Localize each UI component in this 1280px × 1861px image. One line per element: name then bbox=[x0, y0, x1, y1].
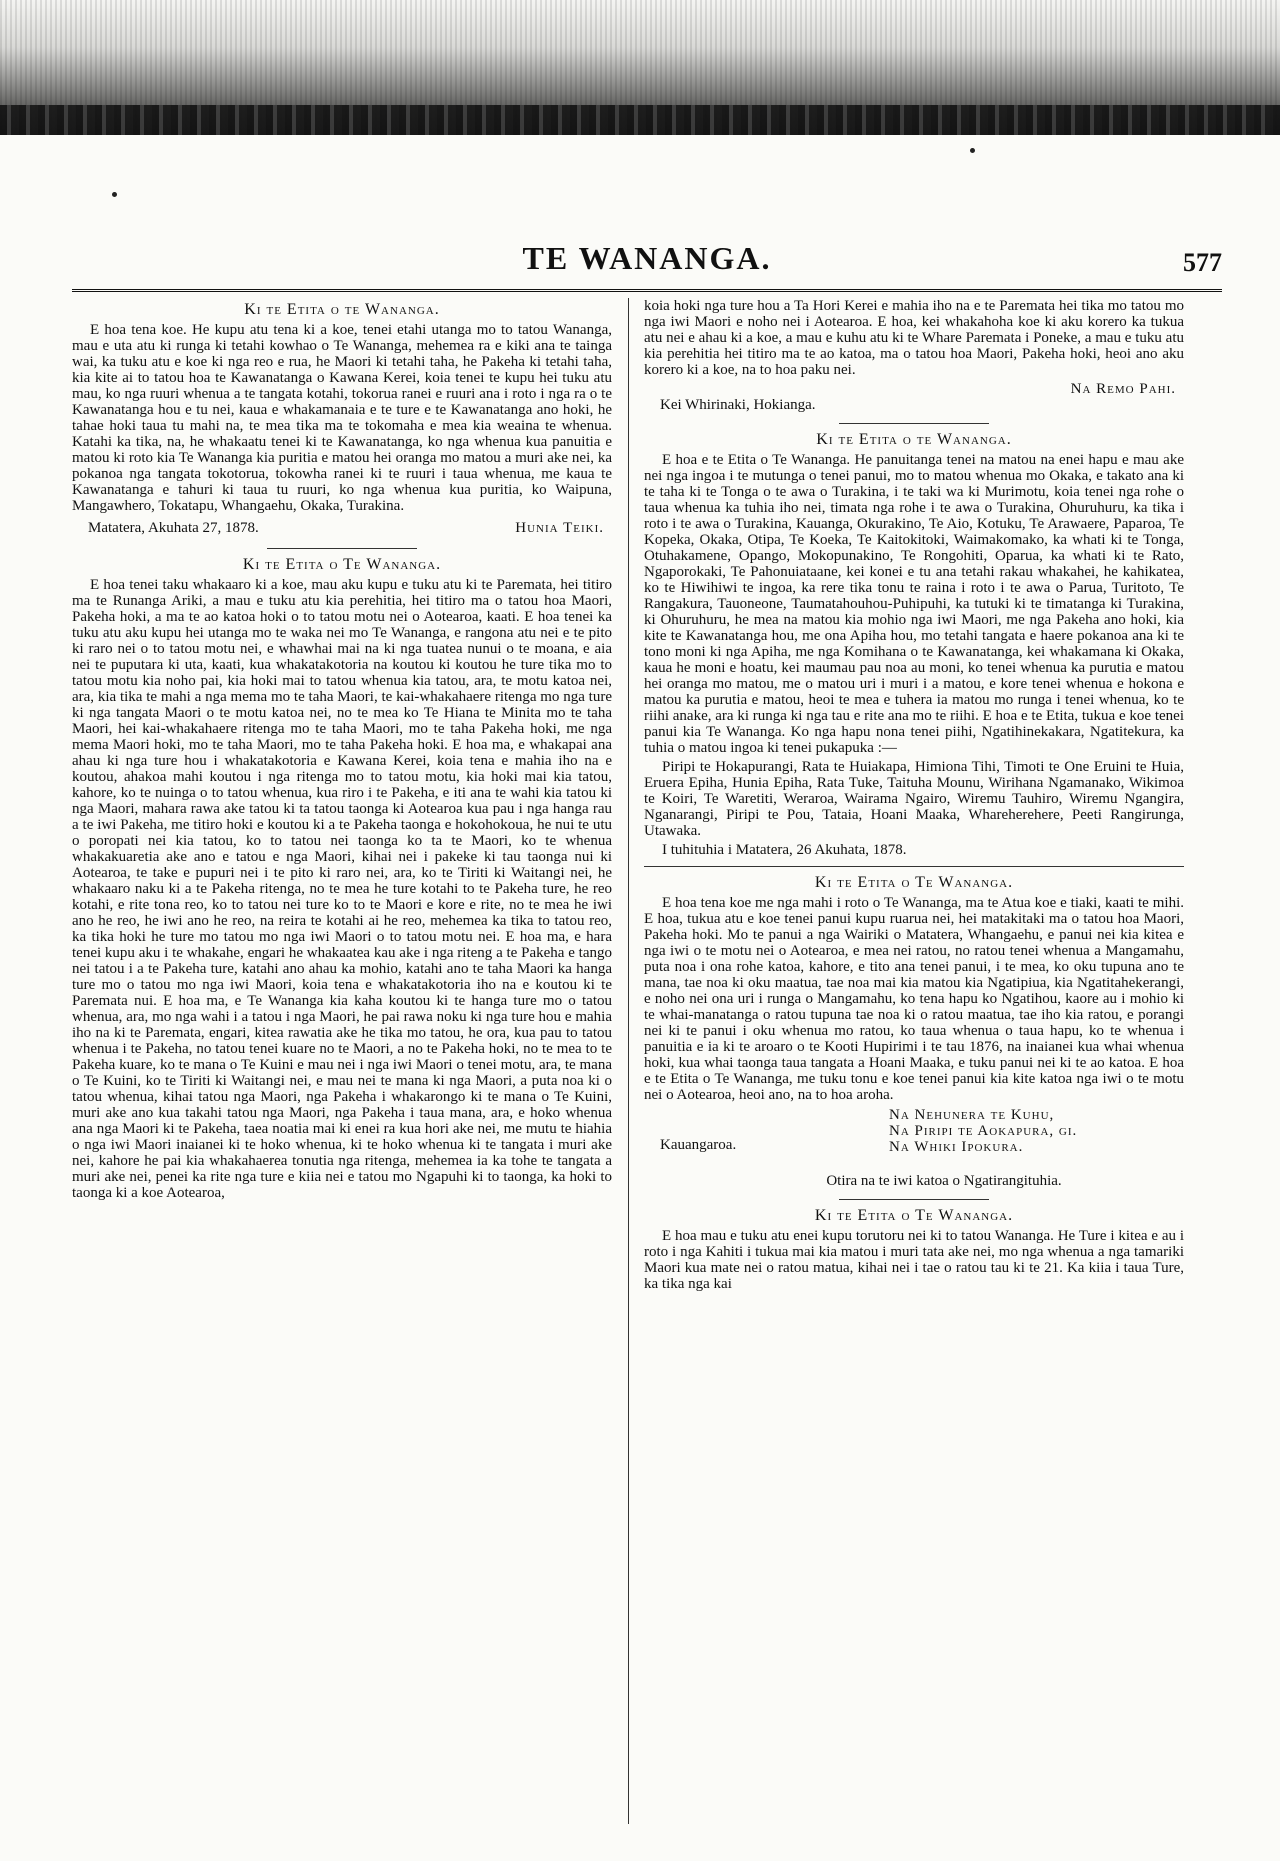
letter-heading: Ki te Etita o Te Wananga. bbox=[814, 1207, 1014, 1224]
letter-signer: Na Nehunera te Kuhu, bbox=[889, 1107, 1055, 1123]
signatory-names: Piripi te Hokapurangi, Rata te Huiakapa, Himiona Tihi, Timoti te One Eruini te Huia, Eruera Epiha, Hunia Epiha, Rata Tuke, Taituha Mounu, Wirihana Ngamanako, Wikimoa te Koiri, Te Waretiti, Weraroa, Wairama Ngairo, Wiremu Tauhiro, Wiremu Ngangira, Nganarangi, Piripi te Pou, Tataia, Hoani Maaka, Whareherehere, Peeti Rangirunga, Utawaka. bbox=[644, 759, 1184, 839]
letter-body-continued: koia hoki nga ture hou a Ta Hori Kerei e mahia iho na e te Paremata hei tika mo tatou mo nga iwi Maori e noho nei i Aotearoa. E hoa, kei whakahoha koe ki aku korero ka tukua atu nei e ahau ki a koe, a mau e kuhu atu ki te Whare Paremata i Poneke, a mau e tuku atu kia perehitia hei titiro ma te ao katoa, ma o tatou hoa Maori, Pakeha hoki, heoi ano aku korero ki a koe, na to hoa paku nei. bbox=[644, 298, 1184, 378]
letter-body: E hoa tena koe me nga mahi i roto o Te Wananga, ma te Atua koe e tiaki, kaati te mihi. E hoa, tukua atu e koe tenei panui kupu ruarua nei, hei matakitaki ma o tatou hoa Maori, Pakeha hoki. Mo te panui a nga Wairiki o Matatera, Whangaehu, e panui nei kia kitea e nga iwi o te motu nei o Aotearoa, e mea nei ratou, no ratou tenei whenua a Mangamahu, puta noa i ona rohe katoa, kahore, e tito ana tenei panui, i te mea, ko oku tupuna ano te mana, tae noa ki oku maatua, tae noa mai kia matou kia Ngatipiua, kia Ngatitahekerangi, e noho nei ona uri i runga o Mangamahu, ko tena hapu ko Ngatihou, kaore au i mohio ki te whai-manatanga o ratou tupuna tae noa ki o ratou maatua, tae iho kia ratou, e porangi nei ki te panui i oku whenua mo ratou, ko taua whenua o taua hapu, ko te whenua i panuitia e ia ki te aroaro o te Kooti Hupirimi i te tau 1876, na inaianei kua whai whenua hoki, kua whai taonga taua tangata a Hoani Maaka, e tuku panui nei ki te ao katoa. E hoa e te Etita o Te Wananga, me tuku tonu e koe tenei panui kia kite katoa nga iwi o te motu nei o Aotearoa, heoi ano, na to hoa aroha. bbox=[644, 895, 1184, 1103]
header-rule bbox=[72, 289, 1222, 292]
letter-place-date: Matatera, Akuhata 27, 1878. bbox=[88, 520, 259, 536]
left-column bbox=[72, 298, 612, 1204]
letter-place: Kei Whirinaki, Hokianga. bbox=[660, 397, 816, 413]
letter-body: E hoa tena koe. He kupu atu tena ki a koe, tenei etahi utanga mo to tatou Wananga, mau e uta atu ki runga ki tetahi kowhao o Te Wananga, mehemea ra e kiki ana te tainga wai, ka tuku atu e koe ki nga reo e rua, he Maori ki tetahi taha, he Pakeha ki tetahi taha, kia kite ai to tatou hoa te Kawanatanga o Kawana Kerei, koia tenei te kupu hei tuku atu mau, ko nga ruuri whenua a te tangata kotahi, tokorua ranei e ruuri ana i roto i nga ra o te Kawanatanga hou e tu nei, kaua e whakamanaia e te ture e te Kawanatanga ano hoki, he tahae hoki taua tu mahi na, te mea tika ma te tokomaha e mea kia weaina te whenua. Katahi ka tika, na, he whakaatu tenei ki te Kawanatanga, ko nga whenua kua panuitia e matou ki roto kia Te Wananga kia puritia e matou hei oranga mo matou a muri ake nei, ka pokanoa nga tangata tokotorua, tokowha ranei ki te ruuri i taua whenua, me kaua te Kawanatanga e tahuri ki taua tu ruuri, ko nga whenua kua puritia, ko Waipuna, Mangawhero, Tokatapu, Whangaehu, Okaka, Turakina. bbox=[72, 322, 612, 514]
page-header bbox=[72, 240, 1222, 288]
letter-body: E hoa mau e tuku atu enei kupu torutoru nei ki to tatou Wananga. He Ture i kitea e au i roto i nga Kahiti i tukua mai kia matou i muri tata ake nei, mo nga whenua a nga tamariki Maori kua mate nei o ratou matua, kihai nei i tae o ratou tau ki te 21. Ka kiia i taua Ture, ka tika nga kai bbox=[644, 1228, 1184, 1292]
letter-body: E hoa tenei taku whakaaro ki a koe, mau aku kupu e tuku atu ki te Paremata, hei titiro ma te Runanga Ariki, a mau e tuku atu kia perehitia, hei titiro ma o tatou hoa Maori, Pakeha hoki, a ma te ao katoa hoki o to tatou motu nei o Aotearoa, kaati. E hoa tenei ka tuku atu aku kupu hei utanga mo te waka nei mo Te Wananga, e rangona atu nei e te pito ki raro nei o to tatou motu nei, e whawhai mai na ki nga tuatea nunui o te moana, e aia nei te puputara ki uta, kaati, kua whakatakotoria na koutou ki koutou he ture tika mo to tatou motu kia noho pai, kia hoki mai to tatou whenua kia tatou, ara, te motu katoa nei, ara, kia tika te mahi a nga mema mo te taha Maori, te kai-whakahaere ritenga mo nga ture ki nga tangata Maori o te motu katoa nei, no te mea ko Te Hiana te Minita mo te taha Maori, hei kai-whakahaere ritenga mo te taha Maori, mo te taha Pakeha hoki, me nga mema Maori hoki, mo te taha Maori, mo te taha Pakeha hoki. E hoa ma, e whakapai ana ahau ki nga ture hou i whakatakotoria e Kawana Kerei, koia tena e mahia iho na e koutou, ahakoa mahi koutou i nga ritenga mo to tatou motu, kia hoki mai kia tatou, kahore, ko te nuinga o to tatou whenua, kua riro i te Pakeha, e iti ana te wahi kia tatou ki nga Maori, mahara rawa ake tatou ki ta tatou taonga ki Aotearoa kua pau i nga hanga rau a te iwi Pakeha, me titiro hoki e koutou ki a te Pakeha taonga e hokohokoua, he nui te utu o poropati nei kia tatou, ko to tatou nei taonga ko ta te Maori, ko te whenua whakakuaretia ake ano e tatou e nga Maori, kihai nei i pakeke ki tau taonga nui ki Aotearoa, te take e pupuri nei i te pito ki raro nei, ara, ko te Tiriti ki Waitangi nei, he whakaaro naku ki a te Pakeha ritenga, no te mea he ture kotahi to te Pakeha ture, he reo kotahi, e rite tona reo, ko to tatou nei ture ko to te Maori e kore e rite, no te mea he iwi ano he reo, he iwi ano he reo, na reira te kotahi ai he reo, mehemea ka tika to tatou reo, ka tika hoki he ture mo tatou mo nga iwi Maori o to tatou motu nei. E hoa ma, e hara tenei kupu aku i te whakahe, engari he whakaatea kau ake i nga riteng a te Pakeha e tango nei tatou i a te Pakeha ture, katahi ano ahau ka mohio, katahi ano te taha Maori ka hanga ture mo o tatou mo nga iwi Maori, koia tena e whakatakotoria iho na e koutou ki te Paremata nui. E hoa ma, e Te Wananga kia kaha koutou ki te hanga ture mo o tatou whenua, ara, mo nga wahi i a tatou i nga Maori, he pai rawa noku ki nga ture hou e mahia iho na ki te Paremata, engari, kitea rawatia ake he tika mo tatou, he ora, kua pau to tatou whenua i te Pakeha, no tatou tenei kuare no te Maori, a no te Pakeha hoki, no te mea to te Pakeha kuare, ko te mana o Te Kuini e mau nei i nga iwi Maori o tenei motu, ara, te mana o Te Kuini, ko te Tiriti ki Waitangi nei, e mau nei te mana ki nga Maori, a puta noa ki o tatou whenua, kihai tatou nga Maori, nga Pakeha i whakarongo ki te mana o Te Kuini, muri ake ano kua takahi tatou nga Maori, nga Pakeha i taua mana, ara, e hoko whenua ana nga Maori ki te Pakeha, taea noatia mai ki enei ra kua hori ake nei, me mutu te hiahia o nga iwi Maori inaianei ki te hoko whenua, ki te hoko whenua ki te tangata i muri ake nei, kahore he pai kia whakahaerea tonutia nga ritenga, mehemea ia ka tohe te tangata a muri ake nei, penei ka rite nga ture e kiia nei e tatou mo Ngapuhi ki to taonga, ka hoki to taonga ki a koe Aotearoa, bbox=[72, 577, 612, 1201]
letter-signer: Na Piripi te Aokapura, gi. bbox=[889, 1123, 1078, 1139]
letter-signer: Na Remo Pahi. bbox=[1070, 381, 1176, 397]
letter-dateline: I tuhituhia i Matatera, 26 Akuhata, 1878. bbox=[662, 842, 907, 858]
page-number: 577 bbox=[1183, 248, 1222, 277]
letter-heading: Ki te Etita o te Wananga. bbox=[816, 431, 1012, 448]
letter-heading: Ki te Etita o Te Wananga. bbox=[814, 874, 1014, 891]
letter-closing: Otira na te iwi katoa o Ngatirangituhia. bbox=[826, 1173, 1062, 1189]
letter-signer: Hunia Teiki. bbox=[515, 520, 604, 536]
page-title: TE WANANGA. bbox=[522, 240, 772, 276]
letter-signer: Na Whiki Ipokura. bbox=[889, 1139, 1024, 1155]
section-rule bbox=[644, 866, 1184, 867]
right-column bbox=[644, 298, 1184, 1295]
scan-artifact-band bbox=[0, 0, 1280, 135]
signature-block bbox=[644, 1107, 1184, 1171]
scan-speck bbox=[112, 192, 117, 197]
section-rule bbox=[839, 1199, 989, 1200]
signer-list bbox=[889, 1107, 1077, 1155]
scan-speck bbox=[970, 148, 975, 153]
letter-body: E hoa e te Etita o Te Wananga. He panuitanga tenei na matou na enei hapu e mau ake nei nga ingoa i te mutunga o tenei panui, mo to matou whenua mo Okaka, e takato ana ki te taha ki te Tonga o te awa o Turakina, i te taki wa ki Murimotu, koia tenei nga rohe o taua whenua ka tuhia iho nei, timata nga rohe i te awa o Turakina, Ohuruhuru, ka tika i roto i te awa o Turakina, Kauanga, Okurakino, Te Aio, Kotuku, Te Arawaere, Paparoa, Te Kopeka, Okaka, Otipa, Te Koeka, Te Kaitokitoki, Waimakomako, ka whati ki te Tonga, Otuhakamene, Opango, Mokopunakino, Te Rongohiti, Oparua, ka whati ki te Rato, Ngaporokaki, Te Pahonuiataane, kei konei e tu ana tetahi rakau whakahei, he kahikatea, ko te Hiwihiwi te ingoa, ka rere tika tonu te raina i roto i te awa o Parua, Turitoto, Te Rangakura, Tauoneone, Taumatahouhou-Puhipuhi, ka tutuki ki te timatanga ki Turakina, ki Ohuruhuru, he mea na matou kia mohio nga iwi Maori, me nga Pakeha ano hoki, kia kite te Kawanatanga hou, me ona Apiha hou, mo tetahi tangata e haere pokanoa ana ki te tono moni ki nga Apiha, me nga Komihana o te Kawanatanga, kei whakamana ki Okaka, kaua he moni e hoatu, kei maumau pau noa au moni, ko tenei whenua ka purutia e matou hei oranga mo matou, me o matou uri i muri i a matou, e kore tenei whenua e hokona e matou ka purutia e matou, heoi te mea e tuhera ia matou mo runga i tenei whenua, ko te riihi anake, ara ki runga ki nga tau e rite ana mo te riihi. E hoa e te Etita, tukua e koe tenei panui kia Te Wananga. Ko nga hapu nona tenei piihi, Ngatihinekakara, Ngatitekura, ka tuhia o matou ingoa ki tenei pukapuka :— bbox=[644, 452, 1184, 756]
signature-row bbox=[72, 520, 612, 538]
column-divider bbox=[628, 298, 629, 1824]
letter-place: Kauangaroa. bbox=[660, 1137, 737, 1153]
letter-heading: Ki te Etita o te Wananga. bbox=[244, 301, 440, 318]
section-rule bbox=[267, 548, 417, 549]
letter-heading: Ki te Etita o Te Wananga. bbox=[242, 556, 442, 573]
section-rule bbox=[839, 423, 989, 424]
